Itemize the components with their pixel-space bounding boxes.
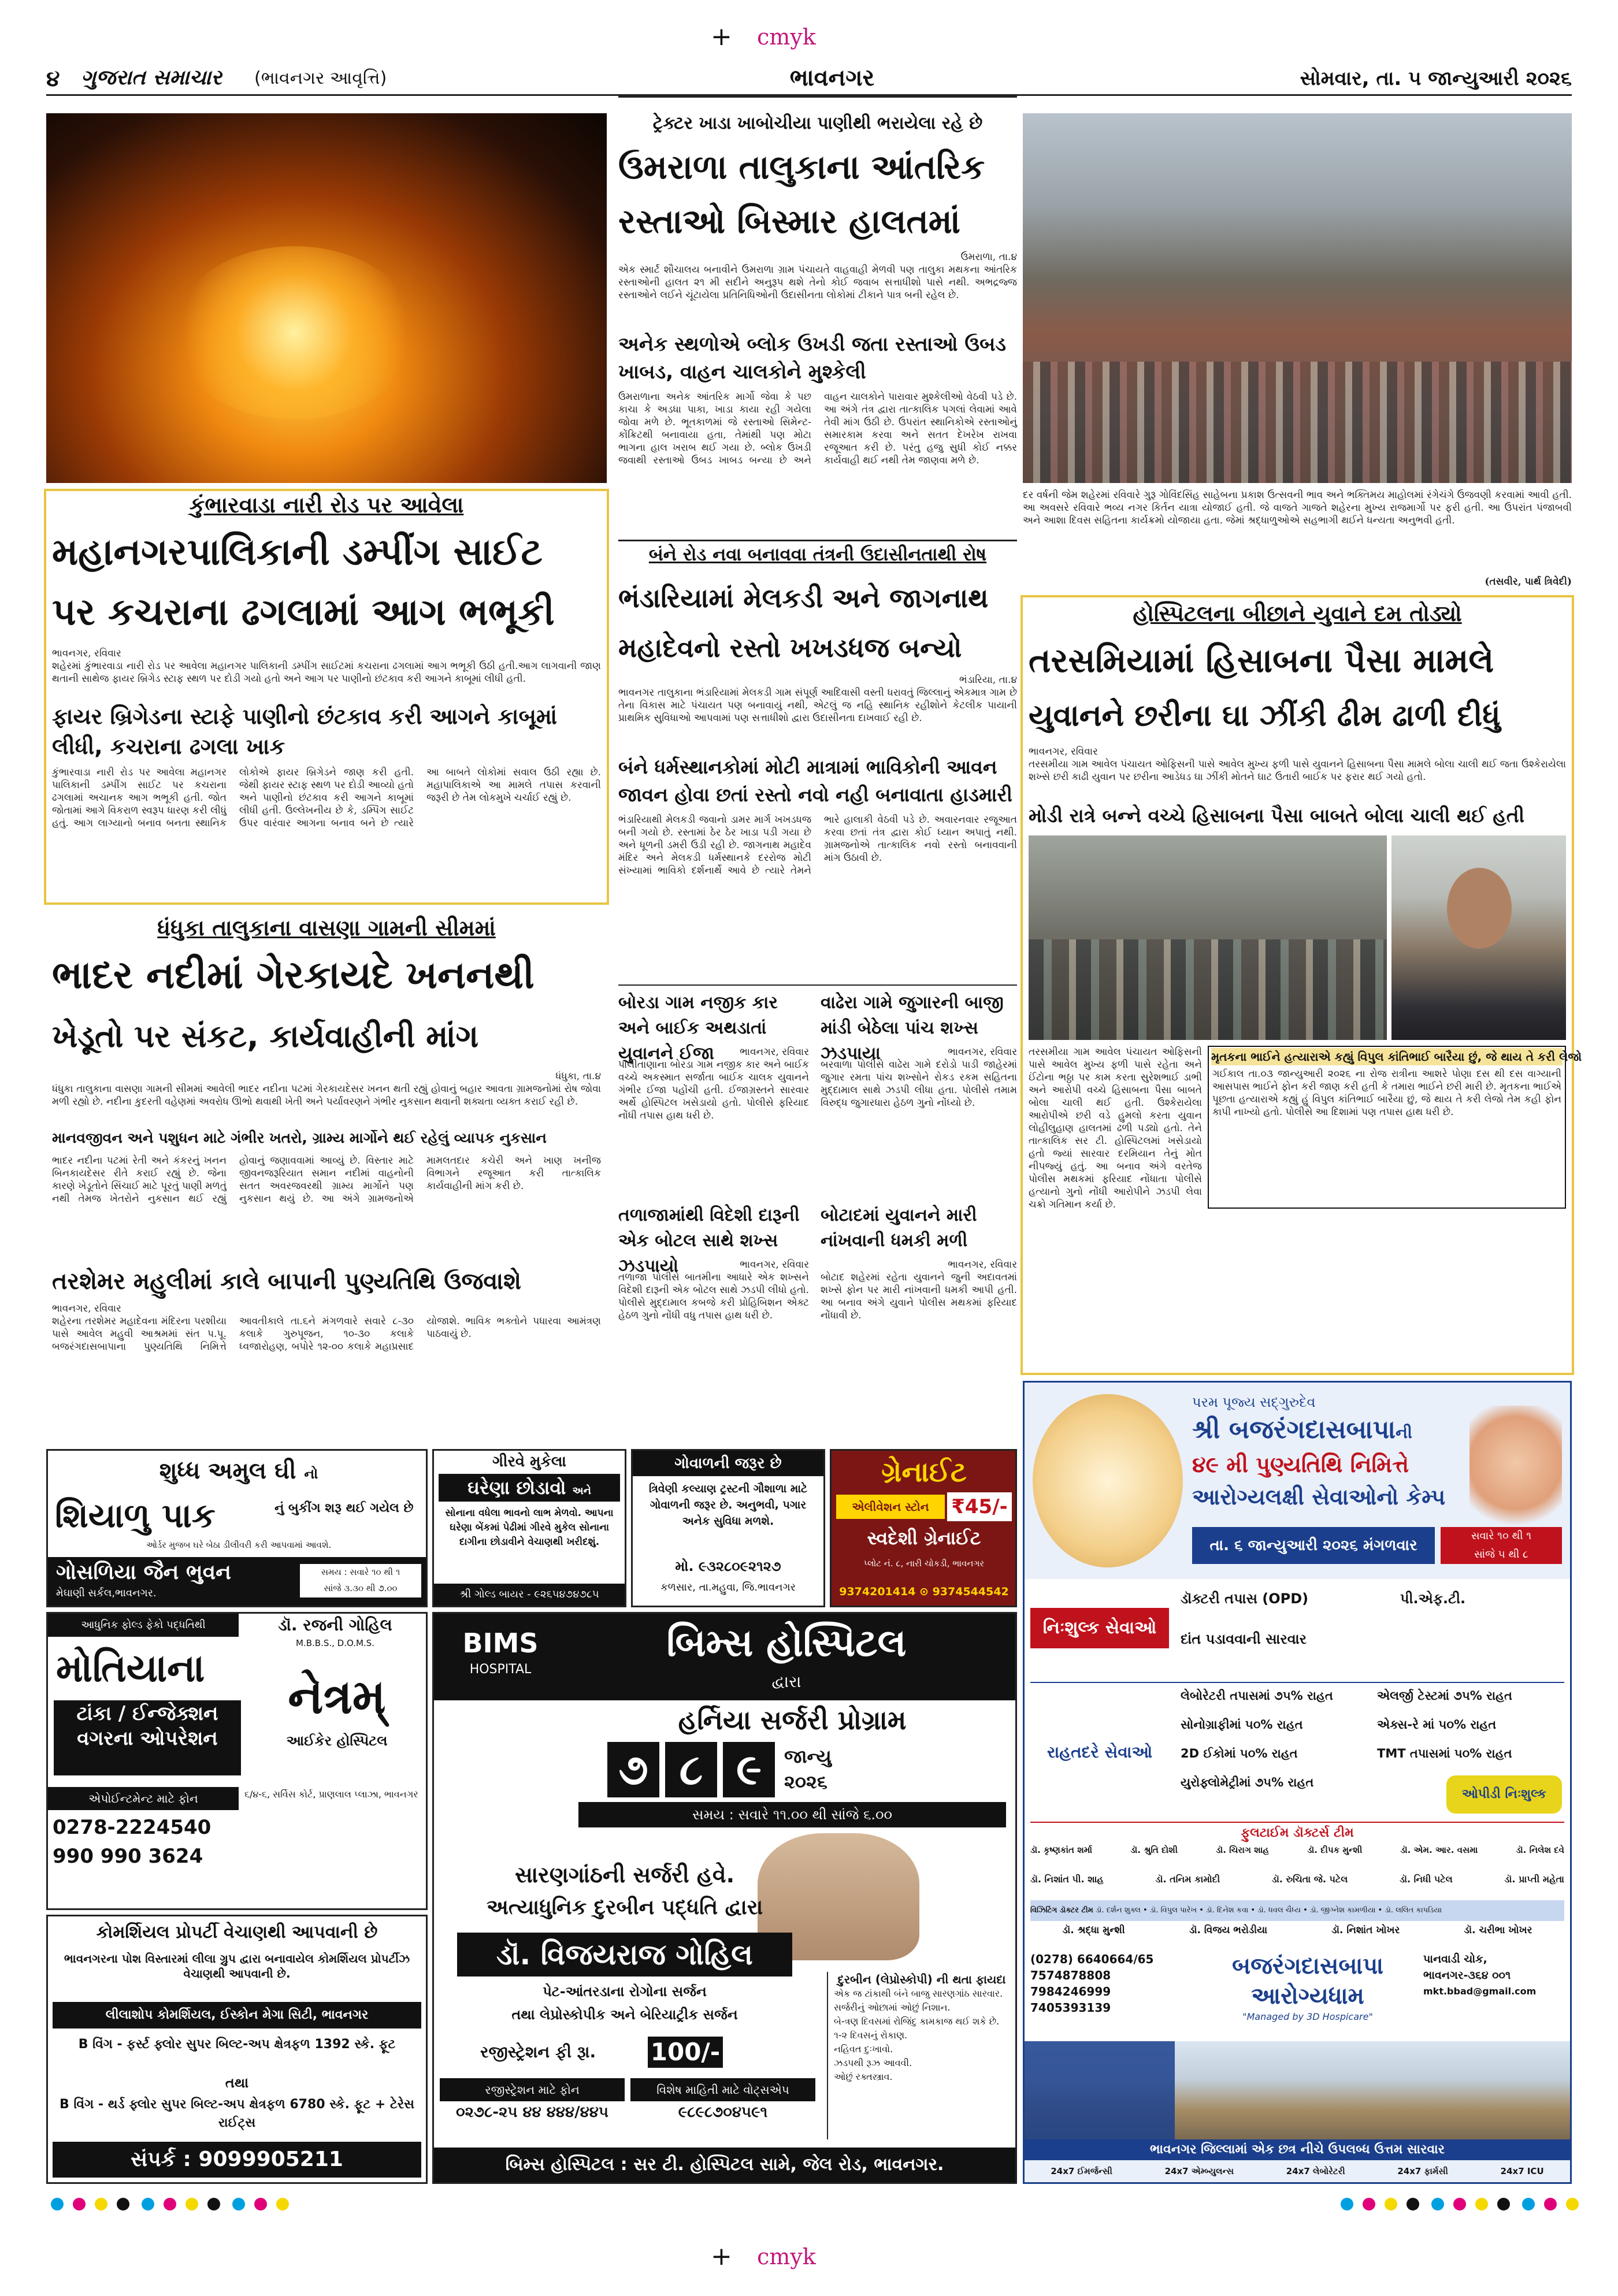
doctors-row-2	[1030, 1874, 1564, 1897]
fire-glow	[173, 246, 416, 419]
umrala-subhead: અનેક સ્થળોએ બ્લોક ઉખડી જતા રસ્તાઓ ઉબડ ખાબડ, વાહન ચાલકોને મુશ્કેલી	[618, 333, 1007, 384]
bims-benefit-2: સર્જરીનું ઓછામાં ઓછું નિશાન.	[834, 2002, 951, 2013]
dumping-headline-1: મહાનગરપાલિકાની ડમ્પીંગ સાઈટ	[52, 531, 543, 574]
black-dot	[117, 2198, 129, 2210]
botad-dateline: ભાવનગર, રવિવાર	[948, 1259, 1017, 1270]
yellow-dot	[1475, 2198, 1488, 2210]
free-item-1: ડૉક્ટરી તપાસ (OPD)	[1181, 1591, 1309, 1607]
bims-time: સમય : સવારે ૧૧.૦૦ થી સાંજે ૬.૦૦	[578, 1802, 1006, 1827]
issue-date: સોમવાર, તા. ૫ જાન્યુઆરી ૨૦૨૬	[1300, 67, 1572, 90]
doctor: ડૉ. એમ. આર. વસમા	[1400, 1845, 1478, 1855]
talaja-body: તળાજા પોલીસે બાતમીના આધારે એક શખ્સને વિદેશી દારૂની એક બોટલ સાથે ઝડપી લીધો હતો. પોલીસે મુદ્દામાલ કબજે કરી પ્રોહિબિશન એક્ટ હેઠળ ગુનો નોંધી વધુ તપાસ હાથ ધરી છે.	[618, 1272, 809, 1321]
gaushala-body: ત્રિવેણી કલ્યાણ ટ્રસ્ટની ગૌશાળા માટે ગોવાળની જરૂર છે. અનુભવી, પગાર અનેક સુવિધા મળશે.	[648, 1483, 808, 1528]
ghee-timing	[300, 1564, 421, 1597]
gold-header: ગીરવે મુકેલા	[492, 1453, 566, 1470]
bims-tagline-2: અત્યાધુનિક દુરબીન પદ્ધતિ દ્વારા	[486, 1896, 763, 1919]
ghee-shop: ગોસળિયા જૈન ભુવન	[56, 1561, 231, 1584]
magenta-dot	[1363, 2198, 1375, 2210]
doctor: ડૉ. નિશાંત પી. શાહ	[1030, 1874, 1104, 1885]
property-ad	[46, 1915, 428, 2184]
tarsamiya-kicker: હોસ્પિટલના બીછાને યુવાને દમ તોડ્યો	[1133, 601, 1462, 626]
hospital-tag: "Managed by 3D Hospicare"	[1242, 2011, 1373, 2022]
bims-benefits	[827, 1972, 1010, 2139]
bims-date-3: ૯	[723, 1742, 775, 1797]
doctor: ડૉ. વિજય ભરોડીયા	[1189, 1925, 1268, 1936]
gaushala-ad	[631, 1449, 825, 1607]
doctor: ડૉ. દીપક મુન્શી	[1307, 1845, 1363, 1855]
black-dot	[1497, 2198, 1510, 2210]
discount-label: રાહતદરે સેવાઓ	[1046, 1743, 1153, 1762]
camp-phone[interactable]: 7574878808	[1030, 1968, 1111, 1982]
camp-bottom-line: ભાવનગર જિલ્લામાં એક છત્ર નીચે ઉપલબ્ધ ઉત્તમ સારવાર	[1025, 2139, 1570, 2160]
free-item-2: પી.એફ.ટી.	[1400, 1591, 1466, 1607]
discount-item-4: એક્સ-રે માં ૫૦% રાહત	[1377, 1718, 1497, 1732]
doctor: ડૉ. તનિમ કામોદી	[1155, 1874, 1220, 1885]
doctors-row-3	[1030, 1925, 1564, 1945]
discount-item-3: સોનોગ્રાફીમાં ૫૦% રાહત	[1181, 1718, 1303, 1732]
umrala-kicker: ટ્રેક્ટર ખાડા ખાબોચીયા પાણીથી ભરાયેલા રહે છે	[652, 113, 983, 133]
gold-title-text: ઘરેણા છોડાવો	[467, 1477, 566, 1499]
ghee-line1	[60, 1458, 418, 1490]
discount-item-2: એલર્જી ટેસ્ટમાં ૭૫% રાહત	[1377, 1689, 1512, 1703]
borda-headline: બોરડા ગામ નજીક કાર અને બાઈક અથડાતાં યુવાનને ઈજા	[618, 993, 778, 1064]
cyan-dot	[1522, 2198, 1535, 2210]
crime-scene-photo	[1029, 835, 1387, 1040]
ghee-line1-suffix: નો	[304, 1466, 318, 1482]
ghee-note: ઓર્ડર મુજબ ઘરે બેઠા ડીલીવરી કરી આપવામાં આવશે.	[146, 1540, 332, 1550]
granite-store: સ્વદેશી ગ્રેનાઈટ	[867, 1527, 981, 1549]
camp-time	[1441, 1527, 1562, 1564]
gold-ad	[432, 1449, 626, 1607]
property-title: કોમર્શિયલ પ્રોપર્ટી વેચાણથી આપવાની છે	[96, 1922, 378, 1942]
free-services	[1030, 1585, 1564, 1683]
camp-phones	[1030, 1951, 1192, 2044]
bapa-headline: તરશેમર મહુલીમાં કાલે બાપાની પુણ્યતિથિ ઉજવાશે	[52, 1268, 521, 1295]
bims-benefit-6: ઝડપથી રૂઝ આવવી.	[834, 2057, 912, 2068]
hospital-name: બજરંગદાસબાપા આરોગ્યધામ	[1231, 1953, 1384, 2009]
property-or: તથા	[225, 2075, 249, 2091]
granite-ad	[830, 1449, 1017, 1607]
bapa-dateline: ભાવનગર, રવિવાર	[52, 1303, 121, 1314]
portrait-face	[1447, 868, 1512, 949]
bims-fee	[457, 2035, 792, 2070]
botad-headline: બોટાદમાં યુવાનને મારી નાંખવાની ધમકી મળી	[821, 1205, 977, 1251]
dhandhuka-dateline: ધંધુકા, તા.૪	[555, 1071, 601, 1082]
service: 24x7 લેબોરેટરી	[1286, 2166, 1345, 2176]
discount-item-5: 2D ઈકોમાં ૫૦% રાહત	[1181, 1747, 1298, 1760]
yellow-dot	[185, 2198, 198, 2210]
dumping-lead: શહેરમાં કુંભારવાડા નારી રોડ પર આવેલા મહાનગર પાલિકાની ડમ્પીંગ સાઈટમાં કચરાના ઢગલામાં આગ ભભૂકી ઉઠી હતી.આગ લાગવાની જાણ થતાની સાથેજ ફાયર બ્રિગેડ સ્ટાફ સ્થળ પર દોડી ગયો હતો અને આગ પર પાણીનો છંટકાવ કરી આગને કાબૂમાં લીધી હતી.	[52, 660, 601, 685]
black-dot	[1407, 2198, 1419, 2210]
eye-doctor: ડૉ. રજની ગોહિલ	[278, 1615, 392, 1634]
bims-info-label: વિશેષ માહિતી માટે વોટ્સએપ	[630, 2078, 815, 2101]
bims-ad	[432, 1612, 1017, 2184]
yellow-dot	[95, 2198, 107, 2210]
ghee-timing-1: સમય : સવારે ૧૦ થી ૧	[321, 1567, 400, 1577]
bims-surgeon: ડૉ. વિજયરાજ ગોહિલ	[457, 1933, 792, 1977]
visiting-doctors: ડૉ. દર્શન શુક્લ • ડૉ. વિપુલ પારેખ • ડૉ. દિનેશ કવા • ડૉ. ધવલ ચૈધ્ય • ડૉ. જીગ્નેશ કામળીયા • ડૉ. લલિત કાપડિયા	[1096, 1906, 1442, 1915]
bims-benefits-title: દુરબીન (લેપ્રોસ્કોપી) ની થતા ફાયદા	[837, 1972, 1006, 1986]
eye-phone-2[interactable]: 990 990 3624	[53, 1845, 203, 1868]
fire-photo	[46, 113, 607, 483]
bhandariya-kicker: બંને રોડ નવા બનાવવા તંત્રની ઉદાસીનતાથી રોષ	[648, 544, 987, 565]
doctor: ડૉ. ચરીભા ખોખર	[1464, 1925, 1532, 1936]
eye-address: ૬/૪-૬, સર્વિસ કોર્ટ, પ્રાણલાલ પ્લાઝા, ભાવનગર	[244, 1789, 418, 1800]
service: 24x7 એમ્બ્યુલન્સ	[1164, 2166, 1234, 2176]
tarsamiya-headline-2: યુવાનને છરીના ઘા ઝીંકી ઢીમ ઢાળી દીધું	[1029, 699, 1501, 733]
eye-phone-1[interactable]: 0278-2224540	[53, 1816, 211, 1839]
bims-reg-label: રજીસ્ટ્રેશન માટે ફોન	[440, 2078, 625, 2101]
eye-cta: એપોઈન્ટમેન્ટ માટે ફોન	[48, 1787, 239, 1810]
camp-phone[interactable]: 7984246999	[1030, 1985, 1111, 1998]
dhandhuka-headline-2: ખેડૂતો પર સંકટ, કાર્યવાહીની માંગ	[52, 1018, 479, 1054]
procession-photo	[1023, 113, 1572, 483]
quote-headline: મૃતકના ભાઈને હત્યારાએ કહ્યું વિપુલ કાંતિભાઈ બારૈયા છું, જે થાય તે કરી લેજો	[1211, 1048, 1563, 1065]
ghee-ad	[46, 1449, 428, 1607]
camp-name-text: શ્રી બજરંગદાસબાપા	[1192, 1415, 1396, 1444]
ghee-shop-sub: મેઘાણી સર્કલ,ભાવનગર.	[56, 1587, 157, 1599]
page-number: ૪	[46, 66, 60, 91]
bims-header	[434, 1614, 1015, 1700]
borda-body: પાલીતાણાના બોરડા ગામ નજીક કાર અને બાઈક વચ્ચે અકસ્માત સર્જાતા બાઈક ચાલક યુવાનને ગંભીર ઈજા પહોંચી હતી. ઈજાગ્રસ્તને સારવાર અર્થે હોસ્પિટલ ખસેડાયો હતો. પોલીસે ફરિયાદ નોંધી તપાસ હાથ ધરી છે.	[618, 1059, 809, 1121]
talaja-headline: તળાજામાંથી વિદેશી દારૂની એક બોટલ સાથે શખ્સ ઝડપાયો	[618, 1205, 800, 1276]
gold-footer: શ્રી ગોલ્ડ બાયર - ૯૨૬૫૪૭૪૭૮૫	[434, 1584, 625, 1606]
yellow-dot	[276, 2198, 289, 2210]
procession-credit: (તસવીર, પાર્થ ત્રિવેદી)	[1485, 576, 1572, 588]
magenta-dot	[1544, 2198, 1557, 2210]
bhandariya-dateline: ભંડારિયા, તા.૪	[959, 674, 1017, 686]
doctor: ડૉ. પ્રાપ્તી મહેતા	[1504, 1874, 1564, 1885]
bapa-body: શહેરના તરશેમર મહાદેવના મંદિરના પરશીયા પાસે આવેલ મહુવી આશ્રમમાં સંત પ.પૂ. બજરંગદાસબાપાના પુણ્યતિથિ નિમિત્તે આવતીકાલે તા.૬ને મંગળવારે સવારે ૮-૩૦ કલાકે ગુરુપૂજન, ૧૦-૩૦ કલાકે ધ્વજારોહણ, બપોરે ૧૨-૦૦ કલાકે મહાપ્રસાદ યોજાશે. ભાવિક ભક્તોને પધારવા આમંત્રણ પાઠવાયું છે.	[52, 1316, 601, 1353]
camp-services	[1025, 2160, 1570, 2182]
magenta-dot	[254, 2198, 267, 2210]
address-line-2: ભાવનગર-૩૬૪ ૦૦૧	[1423, 1969, 1511, 1982]
ghee-footer	[48, 1557, 426, 1606]
property-line-2: B વિંગ - થર્ડ ફ્લોર સુપર બિલ્ટ-અપ ક્ષેત્રફળ 6780 સ્કે. ફૂટ + ટેરેસ રાઈટ્સ	[60, 2097, 414, 2130]
free-label: નિઃશુલ્ક સેવાઓ	[1030, 1608, 1169, 1648]
doctors-row-1	[1030, 1845, 1564, 1870]
bims-tagline-1: સારણગાંઠની સર્જરી હવે.	[514, 1862, 735, 1888]
registration-top	[711, 24, 896, 51]
bims-logo	[451, 1625, 550, 1689]
hospital-building-photo	[1025, 2041, 1570, 2139]
eye-subtitle: ટાંકા / ઈન્જેક્શન વગરના ઓપરેશન	[54, 1700, 241, 1775]
camp-line-4: આરોગ્યલક્ષી સેવાઓનો કેમ્પ	[1192, 1484, 1446, 1510]
talaja-dateline: ભાવનગર, રવિવાર	[740, 1259, 809, 1270]
bims-name: બિમ્સ હોસ્પિટલ	[666, 1621, 907, 1665]
bims-fee-value: 100/-	[648, 2037, 723, 2068]
service: 24x7 ફાર્મસી	[1397, 2166, 1448, 2176]
health-camp-ad	[1023, 1381, 1572, 2184]
granite-price: ₹45/-	[947, 1492, 1012, 1521]
black-dot	[207, 2198, 220, 2210]
hospital-brand	[1198, 1951, 1417, 2038]
bims-benefit-3: બે-ત્રણ દિવસમાં રોજિંદુ કામકાજ થઈ શકે છે.	[834, 2016, 1000, 2027]
eye-tag: આધુનિક ફોલ્ડ ફેકો પદ્ધતિથી	[48, 1614, 239, 1637]
property-contact[interactable]: સંપર્ક : 9099905211	[53, 2142, 421, 2178]
doctor: ડૉ. ચિરાગ શાહ	[1216, 1845, 1270, 1855]
gold-body: સોનાના વધેલા ભાવનો લાભ મેળવો. આપના ઘરેણા બેંકમાં પેઢીમાં ગીરવે મુકેલ સોનાના દાગીના છોડાવીને વેચાણથી ખરીદશું.	[445, 1507, 614, 1548]
dumping-headline-2: પર કચરાના ઢગલામાં આગ ભભૂકી	[52, 591, 555, 634]
tarsamiya-dateline: ભાવનગર, રવિવાર	[1029, 746, 1098, 757]
magenta-dot	[73, 2198, 86, 2210]
dhandhuka-headline-1: ભાદર નદીમાં ગેરકાયદે ખનનથી	[52, 953, 535, 997]
ghee-line2-text: શિયાળુ પાક	[55, 1496, 216, 1535]
camp-phone[interactable]: 7405393139	[1030, 2001, 1111, 2015]
bims-logo-sub: HOSPITAL	[469, 1662, 532, 1677]
bims-footer: બિમ્સ હોસ્પિટલ : સર ટી. હોસ્પિટલ સામે, જેલ રોડ, ભાવનગર.	[434, 2148, 1015, 2182]
cyan-dot	[232, 2198, 245, 2210]
doctor: ડૉ. નિલેશ દવે	[1516, 1845, 1564, 1855]
borda-dateline: ભાવનગર, રવિવાર	[740, 1046, 809, 1058]
umrala-headline-1: ઉમરાળા તાલુકાના આંતરિક	[618, 147, 985, 187]
vadhera-dateline: ભાવનગર, રવિવાર	[948, 1046, 1017, 1058]
crowd-texture-2	[1029, 939, 1387, 1040]
umrala-body: ઉમરાળાના અનેક આંતરિક માર્ગો જેવા કે પછ કાચા કે અડધા પાકા, ખાડા કાયા રહી ગયેલા જોવા મળે છે. ભૂતકાળમાં જે રસ્તાઓ સિમેન્ટ-કોંક્રિટથી બનાવાયા હતા, તેમાંથી પણ મોટા ભાગના હાલ ખરાબ થઈ ગયા છે. બ્લોક ઉખડી જવાથી રસ્તાઓ ઉબડ ખાબડ બન્યા છે અને વાહન ચાલકોને પારાવાર મુશ્કેલીઓ વેઠવી પડે છે. આ અંગે તંત્ર દ્વારા તાત્કાલિક પગલાં લેવામાં આવે તેવી માંગ ઉઠી છે. ઉપરાંત સ્થાનિકોએ રસ્તાઓનું સમારકામ કરવા અને સતત દેખરેખ રાખવા રજૂઆત કરી છે. પરંતુ હજુ સુધી કોઈ નક્કર કાર્યવાહી થઈ નથી તેમ જાણવા મળે છે.	[618, 391, 1017, 466]
visiting-team	[1030, 1900, 1564, 1921]
cyan-dot	[1341, 2198, 1353, 2210]
bhandariya-headline-2: મહાદેવનો રસ્તો ખખડધજ બન્યો	[618, 632, 962, 663]
ghee-line2	[55, 1492, 422, 1539]
gaushala-phone: મો. ૯૩૨૮૦૯૨૧૨૭	[675, 1558, 781, 1574]
eye-hospital-name: આઈકેર હોસ્પિટલ	[286, 1733, 388, 1749]
service: 24x7 ઈમર્જન્સી	[1051, 2166, 1112, 2176]
camp-phone[interactable]: (0278) 6640664/65	[1030, 1952, 1154, 1966]
address-line-1: પાનવાડી ચોક,	[1423, 1953, 1487, 1966]
property-line-1: B વિંગ - ફર્સ્ટ ફ્લોર સુપર બિલ્ટ-અપ ક્ષેત્રફળ 1392 સ્કે. ફૂટ	[78, 2037, 396, 2052]
umrala-headline-2: રસ્તાઓ બિસ્માર હાલતમાં	[618, 202, 960, 241]
bims-info-phone[interactable]: ૯૮૯૮૭૦૪૫૯૧	[678, 2104, 768, 2121]
bims-month: જાન્યુ	[784, 1745, 832, 1767]
granite-offer: એલીવેશન સ્ટોન	[836, 1495, 945, 1519]
tarsamiya-body: તરસમીયા ગામ આવેલ પંચાયત ઓફિસની પાસે આવેલ મુખ્ય ફળી પાસે રહેતા અને ઈંટોના ભઠ્ઠા પર કામ કરતા સુરેશભાઈ ડાભી અને આરોપી વચ્ચે હિસાબના પૈસા બાબતે બોલા ચાલી થઈ હતી. ઉશ્કેરાયેલા આરોપીએ છરી વડે હુમલો કરતા યુવાન લોહીલુહાણ હાલતમાં ઢળી પડ્યો હતો. તેને તાત્કાલિક સર ટી. હોસ્પિટલમાં ખસેડાયો હતો જ્યાં સારવાર દરમિયાન તેનું મોત નીપજ્યું હતું. આ બનાવ અંગે વરતેજ પોલીસ મથકમાં ફરિયાદ નોંધાતા પોલીસે હત્યાનો ગુનો નોંધી આરોપીને ઝડપી લેવા ચક્રો ગતિમાન કર્યા છે.	[1029, 1046, 1202, 1210]
bims-specialty-2: તથા લેપ્રોસ્કોપીક અને બેરિયાટ્રીક સર્જન	[511, 2007, 738, 2023]
bhandariya-body: ભંડારિયાથી મેલકડી જવાનો ડામર માર્ગ ખખડધજ બની ગયો છે. રસ્તામાં ઠેર ઠેર ખાડા પડી ગયા છે અને ધૂળની ડમરી ઉડી રહી છે. જાગનાથ મહાદેવ મંદિર અને મેલકડી ધર્મસ્થાનકે દરરોજ મોટી સંખ્યામાં ભાવિકો દર્શનાર્થે આવે છે ત્યારે તેમને ભારે હાલાકી વેઠવી પડે છે. અવારનવાર રજૂઆત કરવા છતાં તંત્ર દ્વારા કોઈ ધ્યાન અપાતું નથી. ગ્રામજનોએ તાત્કાલિક નવો રસ્તો બનાવવાની માંગ ઉઠાવી છે.	[618, 814, 1017, 876]
registration-cross: +	[711, 2242, 732, 2271]
granite-address: પ્લોટ નં. ૮, નારી ચોકડી, ભાવનગર	[863, 1558, 985, 1569]
doctor: ડૉ. નિશાંત ખોખર	[1331, 1925, 1400, 1936]
doctor: ડૉ. નિધી પટેલ	[1400, 1874, 1453, 1885]
tarsamiya-lead: તરસમીયા ગામ આવેલ પંચાયત ઓફિસની પાસે આવેલ મુખ્ય ફળી પાસે યુવાનને હિસાબના પૈસા મામલે બોલા ચાલી થઈ જતા ઉશ્કેરાયેલા શખ્સે છરી કાઢી યુવાન પર છરીના આડેધડ ઘા ઝીંકી મોતને ઘાટ ઉતારી બાઈક પર ફરાર થઈ ગયો હતો.	[1029, 759, 1566, 783]
discount-item-1: લેબોરેટરી તપાસમાં ૭૫% રાહત	[1181, 1689, 1333, 1703]
discount-services	[1030, 1689, 1564, 1816]
dhandhuka-kicker: ધંધુકા તાલુકાના વાસણા ગામની સીમમાં	[157, 915, 496, 941]
registration-cross: +	[711, 22, 732, 51]
camp-name-suffix: ની	[1396, 1423, 1412, 1442]
camp-header	[1025, 1383, 1570, 1579]
bims-specialty-1: પેટ-આંતરડાના રોગોના સર્જન	[543, 1983, 707, 2000]
bhandariya-subhead: બંને ધર્મસ્થાનકોમાં મોટી માત્રામાં ભાવિકોની આવન જાવન હોવા છતાં રસ્તો નવો નહી બનાવાતા હાડમારી	[618, 756, 1012, 806]
property-bar: લીલાશોપ કોમર્શિયલ, ઈસ્કોન મેગા સિટી, ભાવનગર	[53, 2002, 421, 2028]
quote-body: ગઈકાલ તા.૦૩ જાન્યુઆરી ૨૦૨૬ ના રોજ રાત્રીના આશરે પોણા દસ થી દસ વાગ્યાની આસપાસ ભાઈને ફોન કરી જાણ કરી હતી કે તમારા ભાઈને છરી મારી છે. મૃતકના ભાઈએ પૂછતા હત્યારાએ કહ્યું હું વિપુલ કાંતિભાઈ બારૈયા છું, જે થાય તે કરી લેજો તેમ કહી ફોન કાપી નાખ્યો હતો. પોલીસે આ દિશામાં પણ તપાસ હાથ ધરી છે.	[1212, 1068, 1561, 1118]
registration-cmyk: cmyk	[757, 2244, 816, 2269]
masthead	[46, 62, 1572, 96]
dhandhuka-lead: ધંધુકા તાલુકાના વાસણા ગામની સીમમાં આવેલી ભાદર નદીના પટમાં ગેરકાયદેસર ખનન થતી રહ્યું હોવાનું બહાર આવતા ગ્રામજનોમાં રોષ જોવા મળી રહ્યો છે. નદીના કુદરતી વહેણમાં અવરોધ ઊભો થવાથી ખેતી અને પર્યાવરણને ગંભીર નુકસાન થવાની શક્યતા વ્યક્ત કરાઈ રહી છે.	[52, 1083, 601, 1108]
gold-title	[439, 1474, 620, 1502]
granite-brand: ગ્રેનાઈટ	[881, 1456, 967, 1488]
vadhera-body: બરવાળા પોલીસે વાઢેરા ગામે દરોડો પાડી જાહેરમાં જુગાર રમતા પાંચ શખ્સોને રોકડ રકમ સહિતના મુદ્દામાલ સાથે ઝડપી લીધા હતા. પોલીસે તમામ વિરુદ્ધ જુગારધારા હેઠળ ગુનો નોંધ્યો છે.	[821, 1059, 1017, 1109]
doctor: ડૉ. શ્રદ્ધા મુન્શી	[1062, 1925, 1125, 1936]
hospital-address	[1423, 1951, 1564, 2038]
divider-briefs	[618, 984, 1017, 986]
ghee-line1-text: શુધ્ધ અમુલ ઘી	[159, 1458, 296, 1484]
section-title: ભાવનગર	[789, 65, 875, 91]
bhandariya-lead: ભાવનગર તાલુકાના ભંડારિયામાં મેલકડી ગામ સંપૂર્ણ આદિવાસી વસ્તી ધરાવતું જિલ્લાનું એકમાત્ર ગામ છે તેના વિકાસ માટે પંચાયત પણ બનાવાયું નથી, એટલું જ નહિ સ્થાનિક રહીશોને કેટલીક પાયાની પ્રાથમિક સુવિધાઓ આપવામાં પણ સત્તાધીશો દ્વારા ઉદાસીનતા દાખવાઈ રહી છે.	[618, 687, 1017, 724]
bims-date-2: ૮	[665, 1742, 717, 1797]
saint-portrait	[1033, 1394, 1183, 1567]
bims-program: હર્નિયા સર્જરી પ્રોગ્રામ	[678, 1704, 907, 1736]
bims-benefit-5: નહિવત દુઃખાવો.	[834, 2044, 893, 2054]
paper-name: ગુજરાત સમાચાર	[81, 66, 222, 90]
discount-item-6: TMT તપાસમાં ૫૦% રાહત	[1377, 1747, 1512, 1760]
yellow-dot	[1566, 2198, 1579, 2210]
magenta-dot	[164, 2198, 176, 2210]
victim-portrait	[1391, 835, 1566, 1040]
camp-date: તા. ૬ જાન્યુઆરી ૨૦૨૬ મંગળવાર	[1192, 1527, 1435, 1564]
bims-dates	[578, 1742, 1006, 1797]
divider-bhandariya	[618, 540, 1017, 541]
bims-benefit-7: ઓછું રક્તસ્ત્રાવ.	[834, 2071, 893, 2082]
cyan-dot	[51, 2198, 64, 2210]
eye-logo: નેત્રમ્	[288, 1670, 386, 1725]
bhandariya-headline-1: ભંડારિયામાં મેલકડી અને જાગનાથ	[618, 582, 989, 614]
eye-title: મોતિયાના	[56, 1646, 205, 1691]
hands-image	[1469, 1406, 1562, 1533]
section-rule	[618, 96, 1017, 98]
registration-bottom	[711, 2244, 896, 2271]
procession-caption: દર વર્ષની જેમ શહેરમાં રવિવારે ગુરૂ ગોવિંદસિંહ સાહેબના પ્રકાશ ઉત્સવની ભાવ અને ભક્તિમય માહોલમાં રંગેચંગે ઉજવણી કરવામાં આવી હતી. આ અવસરે રવિવારે ભવ્ય નગર કિર્તન યાત્રા યોજાઈ હતી. જે વાજતે ગાજતે શહેરના મુખ્ય રાજમાર્ગો પર ફરી હતી. આ ઉપરાંત પંજાબવી અને આશા દિવસ સહિતના કાર્યક્રમો યોજાયા હતા. જેમાં શ્રદ્ધાળુઓએ સહભાગી થઈને ધન્યતા અનુભવી હતી.	[1023, 489, 1572, 526]
camp-time-1: સવારે ૧૦ થી ૧	[1471, 1530, 1532, 1542]
dumping-body: કુંભારવાડા નારી રોડ પર આવેલા મહાનગર પાલિકાની ડમ્પીંગ સાઈટ પર કચરાના ઢગલામાં અચાનક આગ ભભૂકી હતી. જોત જોતામાં આગે વિકરાળ સ્વરૂપ ધારણ કરી લીધું હતું. આગ લાગ્યાનો બનાવ બનતા સ્થાનિક લોકોએ ફાયર બ્રિગેડને જાણ કરી હતી. જેથી ફાયર સ્ટાફ સ્થળ પર દોડી આવ્યો હતો અને પાણીનો છંટકાવ કરી આગને કાબૂમાં લીધી હતી. ઉલ્લેખનીય છે કે, ડમ્પિંગ સાઈટ ઉપર વારંવાર આગના બનાવ બને છે ત્યારે આ બાબતે લોકોમાં સવાલ ઉઠી રહ્યા છે. મહાપાલિકાએ આ મામલે તપાસ કરવાની જરૂરી છે તેમ લોકમુખે ચર્ચાઈ રહ્યું છે.	[52, 767, 601, 829]
tarsamiya-subhead: મોડી રાત્રે બન્ને વચ્ચે હિસાબના પૈસા બાબતે બોલા ચાલી થઈ હતી	[1029, 804, 1525, 827]
bims-year: ૨૦૨૬	[784, 1771, 827, 1793]
crowd-texture	[1023, 362, 1572, 483]
camp-time-2: સાંજે ૫ થી ૮	[1474, 1548, 1528, 1561]
doctor: ડૉ. શ્રુતિ દોશી	[1130, 1845, 1178, 1855]
bims-reg-phone[interactable]: ૦૨૭૮-૨૫ ૪૪ ૪૪૪/૪૪૫	[456, 2104, 608, 2121]
eye-hospital-ad	[46, 1612, 428, 1910]
dumping-kicker: કુંભારવાડા નારી રોડ પર આવેલા	[189, 492, 464, 518]
umrala-dateline: ઉમરાળા, તા.૪	[960, 251, 1017, 263]
tarsamiya-headline-1: તરસમિયામાં હિસાબના પૈસા મામલે	[1029, 641, 1494, 680]
eye-degree: M.B.B.S., D.O.M.S.	[296, 1638, 374, 1648]
opd-badge: ઓપીડી નિઃશુલ્ક	[1446, 1775, 1562, 1814]
bims-by: દ્વારા	[771, 1672, 801, 1691]
yellow-dot	[1385, 2198, 1397, 2210]
vadhera-headline: વાઢેરા ગામે જુગારની બાજી માંડી બેઠેલા પાંચ શખ્સ ઝડપાયા	[821, 993, 1004, 1064]
dhandhuka-body: ભાદર નદીના પટમાં રેતી અને કંકરનું ખનન બિનકાયદેસર રીતે કરાઈ રહ્યું છે. જેના કારણે ખેડૂતોને સિંચાઈ માટે પૂરતું પાણી મળતું નથી તેમજ ખેતરોને નુકસાન થઈ રહ્યું હોવાનું જણાવવામાં આવ્યું છે. વિસ્તાર માટે જીવનજરૂરિયાત સમાન નદીમાં વાહનોની સતત અવરજવરથી ગ્રામ્ય માર્ગોને પણ નુકસાન થયું છે. આ અંગે ગ્રામજનોએ મામલતદાર કચેરી અને ખાણ ખનીજ વિભાગને રજૂઆત કરી તાત્કાલિક કાર્યવાહીની માંગ કરી છે.	[52, 1155, 601, 1205]
granite-phones: 9374201414 ⊙ 9374544542	[839, 1585, 1009, 1598]
cyan-dot	[142, 2198, 154, 2210]
color-dots-left	[46, 2198, 451, 2215]
doctor: ડૉ. કૃષ્ણકાંત શર્મા	[1030, 1845, 1093, 1855]
bims-date-1: ૭	[607, 1742, 659, 1797]
property-body: ભાવનગરના પોશ વિસ્તારમાં લીલા ગ્રુપ દ્વારા બનાવાયેલ કોમર્શિયલ પ્રોપર્ટીઝ વેચાણથી આપવાની છે.	[64, 1952, 410, 1981]
gaushala-header: ગોવાળની જરૂર છે	[633, 1451, 823, 1476]
botad-body: બોટાદ શહેરમાં રહેતા યુવાનને જુની અદાવતમાં શખ્સે ફોન પર મારી નાંખવાની ધમકી આપી હતી. આ બનાવ અંગે યુવાને પોલીસ મથકમાં ફરિયાદ નોંધાવી છે.	[821, 1272, 1017, 1321]
service: 24x7 ICU	[1500, 2166, 1544, 2176]
team-title: ફુલટાઈમ ડૉક્ટર્સ ટીમ	[1030, 1822, 1564, 1842]
doctor: ડૉ. રુચિતા જે. પટેલ	[1271, 1874, 1348, 1885]
discount-item-7: યુરોફ્લોમેટ્રીમાં ૭૫% રાહત	[1181, 1775, 1314, 1789]
gold-title-suffix: અને	[572, 1485, 591, 1497]
visiting-label: વિઝિટિંગ ડૉક્ટર ટીમ	[1030, 1906, 1093, 1915]
camp-line-3: ૪૯ મી પુણ્યતિથિ નિમિત્તે	[1192, 1452, 1409, 1477]
ghee-timing-2: સાંજે ૩.૩૦ થી ૭.૦૦	[324, 1583, 398, 1593]
dumping-dateline: ભાવનગર, રવિવાર	[52, 648, 121, 659]
dumping-subhead: ફાયર બ્રિગેડના સ્ટાફે પાણીનો છંટકાવ કરી આગને કાબૂમાં લીધી, કચરાના ઢગલા ખાક	[52, 704, 558, 759]
hospital-email[interactable]: mkt.bbad@gmail.com	[1423, 1986, 1537, 1997]
free-item-3: દાંત પડાવવાની સારવાર	[1181, 1631, 1307, 1647]
dhandhuka-subhead: માનવજીવન અને પશુધન માટે ગંભીર ખતરો, ગ્રામ્ય માર્ગોને થઈ રહેલું વ્યાપક નુકસાન	[52, 1130, 547, 1146]
camp-name	[1192, 1415, 1469, 1450]
bims-fee-label: રજીસ્ટ્રેશન ફી રૂા.	[480, 2042, 596, 2061]
edition-label: (ભાવનગર આવૃત્તિ)	[254, 68, 387, 88]
hospital-info-panel	[1025, 2041, 1175, 2139]
camp-line-1: પરમ પૂજ્ય સદ્ગુરુદેવ	[1192, 1394, 1316, 1410]
bims-benefit-1: એક જ ટાંકાથી બંને બાજુ સારણગાંઠ સારવાર.	[834, 1988, 1003, 1999]
bims-logo-text: BIMS	[462, 1628, 539, 1659]
ghee-line2-suffix: નું બુકીંગ શરૂ થઈ ગયેલ છે	[274, 1501, 414, 1515]
umrala-lead: એક સ્માર્ટ શૌચાલય બનાવીને ઉમરાળા ગ્રામ પંચાયતે વાહવાહી મેળવી પણ તાલુકા મથકના આંતરિક રસ્તાઓની હાલત ૨૧ મી સદીને અનુરૂપ થશે તેનો કોઈ જવાબ સત્તાધીશો પાસે નથી. અભદ્રજ્જ રસ્તાઓને લઈને ચૂંટાયેલા પ્રતિનિધિઓની ઉદાસીનતા લોકોમાં ટીકાને પાત્ર બની રહેલ છે.	[618, 264, 1017, 301]
cyan-dot	[1431, 2198, 1444, 2210]
gaushala-address: કળસાર, તા.મહુવા, જિ.ભાવનગર	[660, 1581, 796, 1593]
magenta-dot	[1453, 2198, 1466, 2210]
registration-cmyk: cmyk	[757, 24, 816, 50]
color-dots-right	[1190, 2198, 1583, 2215]
bims-benefit-4: ૧-૨ દિવસનું રોકાણ.	[834, 2030, 908, 2041]
